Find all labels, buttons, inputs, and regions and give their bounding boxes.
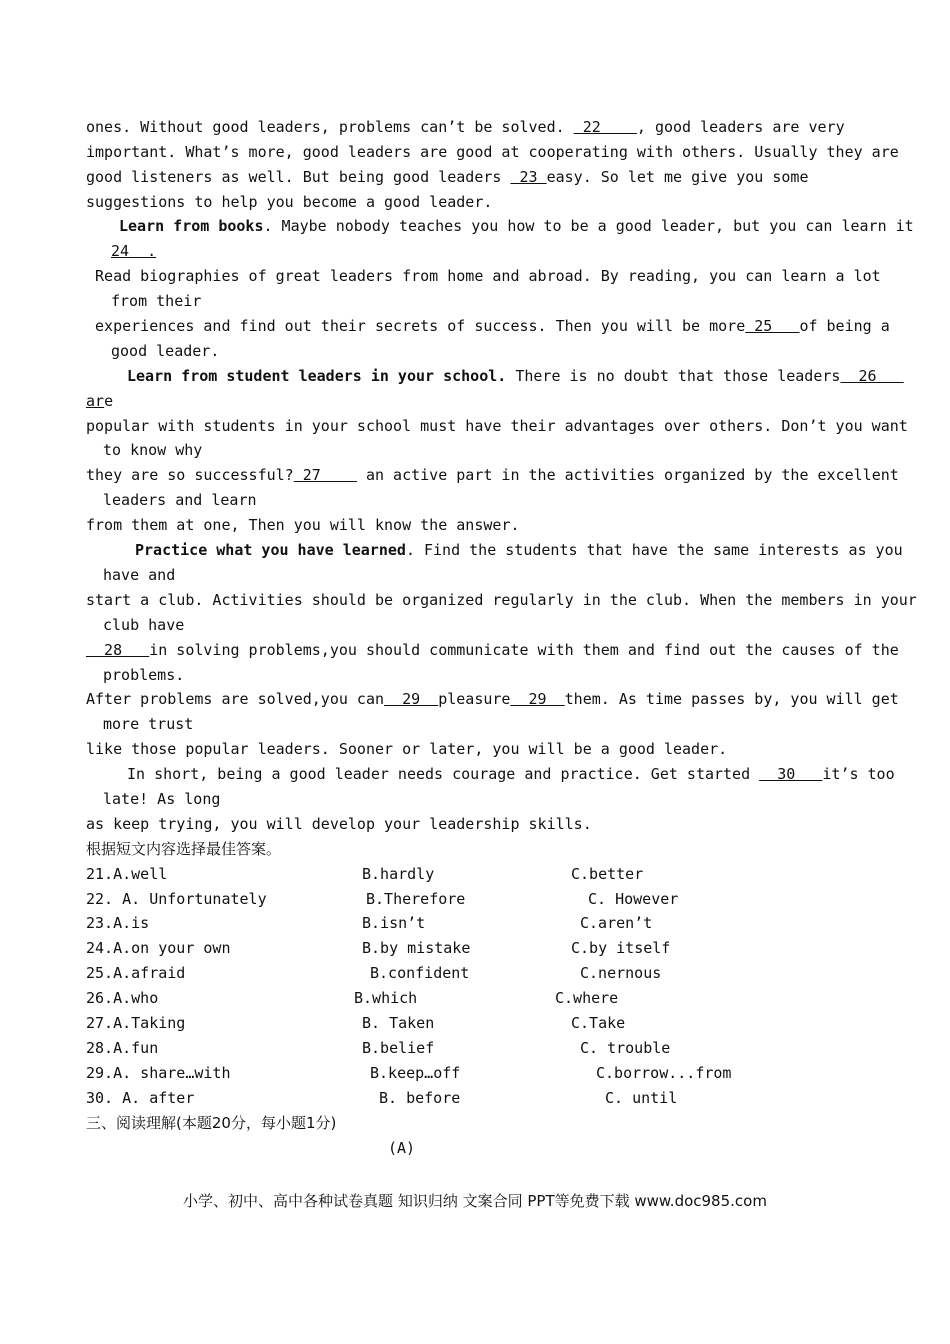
passage-line: important. What’s more, good leaders are good at cooperating with others. Usually they are	[86, 143, 899, 161]
blank-29: 29	[384, 690, 439, 708]
text: , good leaders are very	[636, 118, 845, 136]
question-27-option-b: B. Taken	[362, 1014, 435, 1032]
question-24-option-c: C.by itself	[571, 939, 671, 957]
text: There is no doubt that those leaders	[506, 367, 841, 385]
subheading-student-leaders: Learn from student leaders in your school.	[127, 367, 507, 385]
blank-23: 23	[510, 168, 547, 186]
text: an active part in the activities organized by the excellent	[356, 466, 899, 484]
question-25-option-c: C.nernous	[580, 964, 662, 982]
question-22-option-b: B.Therefore	[366, 890, 466, 908]
passage-line: have and	[103, 566, 176, 584]
blank-30: 30	[759, 765, 823, 783]
question-21-option-b: B.hardly	[362, 865, 435, 883]
question-24-option-b: B.by mistake	[362, 939, 471, 957]
passage-line: suggestions to help you become a good leader.	[86, 193, 493, 211]
passage-line: as keep trying, you will develop your leadership skills.	[86, 815, 592, 833]
question-22-option-a: 22. A. Unfortunately	[86, 890, 267, 908]
passage-line: like those popular leaders. Sooner or later, you will be a good leader.	[86, 740, 728, 758]
passage-line: leaders and learn	[103, 491, 257, 509]
question-29-option-c: C.borrow...from	[596, 1064, 732, 1082]
question-21-option-a: 21.A.well	[86, 865, 168, 883]
text: pleasure	[438, 690, 511, 708]
question-23-option-a: 23.A.is	[86, 914, 150, 932]
passage-line: late! As long	[103, 790, 221, 808]
question-30-option-c: C. until	[605, 1089, 678, 1107]
text: . Find the students that have the same interests as you	[405, 541, 903, 559]
subheading-learn-from-books: Learn from books	[119, 217, 264, 235]
question-24-option-a: 24.A.on your own	[86, 939, 231, 957]
instruction: 根据短文内容选择最佳答案。	[86, 840, 282, 858]
passage-line: from them at one, Then you will know the answer.	[86, 516, 520, 534]
text: of being a	[799, 317, 890, 335]
question-21-option-c: C.better	[571, 865, 644, 883]
question-28-option-a: 28.A.fun	[86, 1039, 159, 1057]
text: them. As time passes by, you will get	[564, 690, 899, 708]
question-30-option-a: 30. A. after	[86, 1089, 195, 1107]
passage-line	[135, 540, 903, 560]
subheading-practice: Practice what you have learned	[135, 541, 406, 559]
question-28-option-b: B.belief	[362, 1039, 435, 1057]
text: it’s too	[822, 765, 895, 783]
question-26-option-c: C.where	[555, 989, 619, 1007]
passage-line	[86, 117, 845, 137]
text: In short, being a good leader needs courage and practice. Get started	[127, 765, 760, 783]
question-23-option-b: B.isn’t	[362, 914, 426, 932]
passage-line	[86, 167, 808, 187]
question-30-option-b: B. before	[379, 1089, 461, 1107]
passage-line	[119, 216, 914, 236]
section-title: 三、阅读理解(本题20分，每小题1分)	[86, 1114, 337, 1132]
passage-line: club have	[103, 616, 185, 634]
text: in solving problems,you should communicate with them and find out the causes of the	[149, 641, 899, 659]
blank-22: 22	[573, 118, 637, 136]
passage-line	[86, 391, 113, 411]
passage-line	[86, 465, 899, 485]
question-27-option-a: 27.A.Taking	[86, 1014, 186, 1032]
question-27-option-c: C.Take	[571, 1014, 626, 1032]
passage-line	[86, 689, 899, 709]
passage-line	[127, 764, 895, 784]
blank-25: 25	[745, 317, 800, 335]
text: e	[104, 392, 114, 410]
passage-line	[127, 366, 904, 386]
text: experiences and find out their secrets of success. Then you will be more	[86, 317, 746, 335]
passage-line: good leader.	[111, 342, 220, 360]
question-25-option-a: 25.A.afraid	[86, 964, 186, 982]
blank-24: 24 .	[111, 242, 157, 260]
text: they are so successful?	[86, 466, 294, 484]
question-29-option-a: 29.A. share…with	[86, 1064, 231, 1082]
text: After problems are solved,you can	[86, 690, 385, 708]
question-25-option-b: B.confident	[370, 964, 470, 982]
question-23-option-c: C.aren’t	[580, 914, 653, 932]
passage-line: more trust	[103, 715, 194, 733]
section-subtitle: (A)	[388, 1139, 416, 1157]
question-29-option-b: B.keep…off	[370, 1064, 461, 1082]
passage-line: start a club. Activities should be organized regularly in the club. When the members in your	[86, 591, 917, 609]
passage-line: problems.	[103, 666, 185, 684]
text: easy. So let me give you some	[546, 168, 809, 186]
blank-26: 26	[840, 367, 904, 385]
passage-line	[86, 640, 899, 660]
text: . Maybe nobody teaches you how to be a good leader, but you can learn it	[263, 217, 914, 235]
passage-line: to know why	[103, 441, 203, 459]
question-26-option-a: 26.A.who	[86, 989, 159, 1007]
text: good listeners as well. But being good leaders	[86, 168, 511, 186]
passage-line: from their	[111, 292, 202, 310]
question-22-option-c: C. However	[588, 890, 679, 908]
blank-29: 29	[510, 690, 565, 708]
question-28-option-c: C. trouble	[580, 1039, 671, 1057]
question-26-option-b: B.which	[354, 989, 418, 1007]
passage-line	[86, 316, 890, 336]
blank-27: 27	[293, 466, 357, 484]
text: ar	[86, 392, 105, 410]
page-footer: 小学、初中、高中各种试卷真题 知识归纳 文案合同 PPT等免费下载 www.doc985.com	[183, 1192, 767, 1210]
blank-28: 28	[86, 641, 150, 659]
text: ones. Without good leaders, problems can’t be solved.	[86, 118, 574, 136]
passage-line: popular with students in your school must have their advantages over others. Don’t you want	[86, 417, 908, 435]
passage-line: Read biographies of great leaders from home and abroad. By reading, you can learn a lot	[86, 267, 881, 285]
